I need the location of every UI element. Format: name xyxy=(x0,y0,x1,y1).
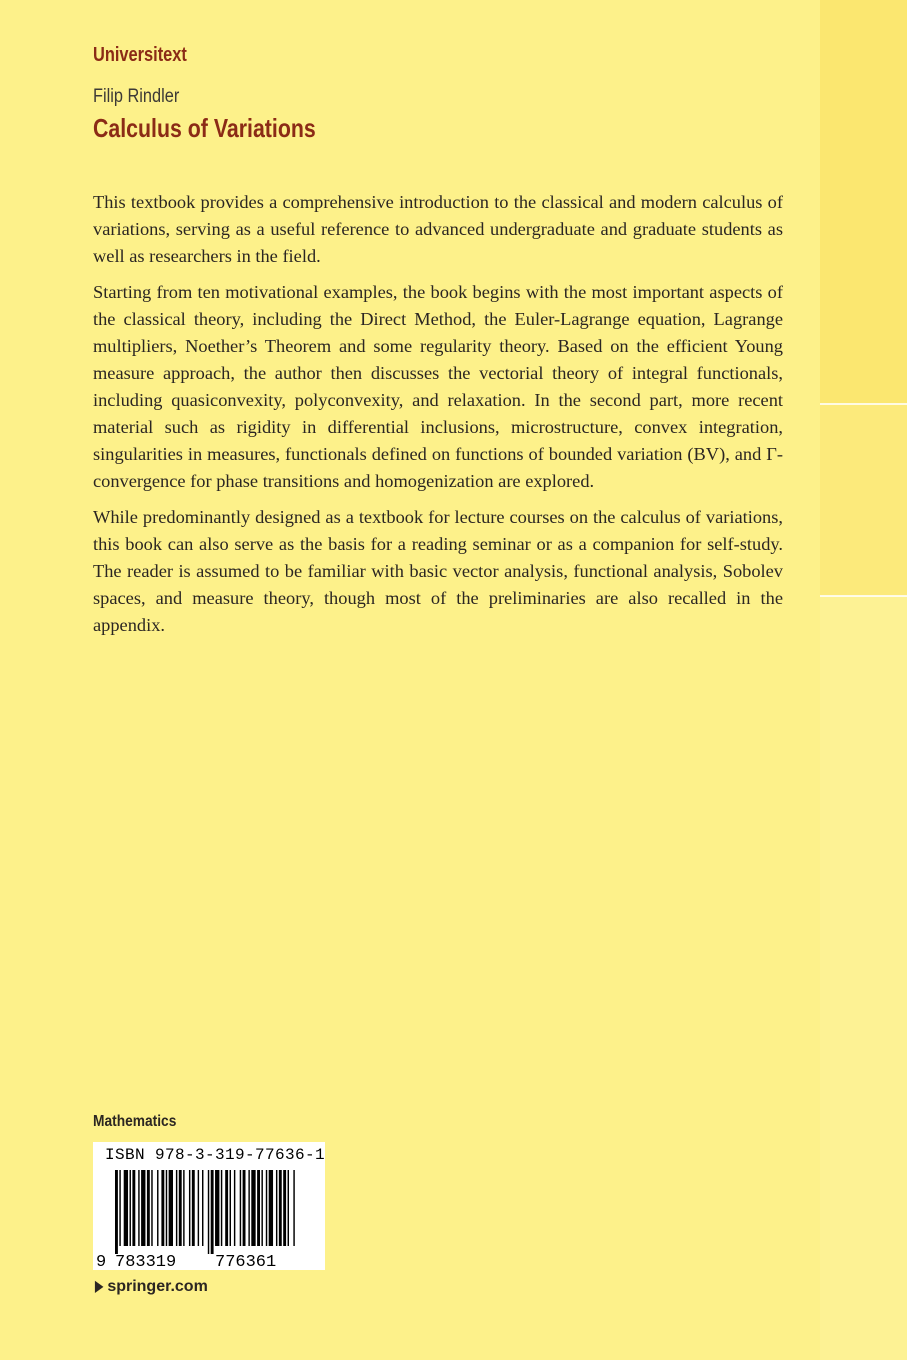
barcode-bar xyxy=(147,1170,150,1246)
book-title: Calculus of Variations xyxy=(93,113,316,143)
side-band-middle xyxy=(820,404,907,596)
barcode-digits-left: 783319 xyxy=(115,1253,177,1270)
barcode-bar xyxy=(130,1170,131,1246)
description-paragraph: Starting from ten motivational examples, the book begins with the most important aspects of the classical theory, including the Direct Method, the Euler-Lagrange equation, Lagrange multipliers, Noether’s Theorem and some regularity theory. Based on the efficient Young measure approach, the author then discusses the vectorial theory of integral functionals, including quasiconvexity, polyconvexity, and relaxation. In the second part, more recent material such as rigidity in differential inclusions, microstructure, convex integration, singularities in measures, functionals defined on functions of bounded variation (BV), and Γ-convergence for phase transitions and homogenization are explored. xyxy=(93,282,783,491)
publisher-link[interactable] xyxy=(93,1276,208,1296)
barcode-bar xyxy=(261,1170,262,1246)
barcode-bar xyxy=(293,1170,294,1246)
side-band-top xyxy=(820,0,907,404)
barcode-bar xyxy=(151,1170,152,1246)
barcode-bar xyxy=(230,1170,231,1246)
barcode-bar xyxy=(169,1170,173,1246)
barcode-bar xyxy=(225,1170,228,1246)
barcode-bar xyxy=(221,1170,222,1246)
series-name: Universitext xyxy=(93,44,187,66)
barcode-image xyxy=(93,1142,325,1270)
barcode-bar xyxy=(198,1170,199,1246)
isbn-barcode xyxy=(93,1142,325,1270)
barcode-bar xyxy=(138,1170,139,1246)
barcode-bar xyxy=(248,1170,249,1246)
barcode-bar xyxy=(208,1170,209,1254)
side-band-bottom xyxy=(820,596,907,1360)
barcode-bar xyxy=(141,1170,145,1246)
barcode-bar xyxy=(211,1170,214,1254)
barcode-bar xyxy=(257,1170,260,1246)
barcode-digits-right: 776361 xyxy=(215,1253,277,1270)
barcode-bar xyxy=(276,1170,277,1246)
barcode-bar xyxy=(283,1170,286,1246)
barcode-bar xyxy=(119,1170,120,1246)
barcode-bar xyxy=(161,1170,164,1246)
barcode-bar xyxy=(124,1170,128,1246)
isbn-label: ISBN 978-3-319-77636-1 xyxy=(105,1146,326,1164)
book-description xyxy=(93,189,783,648)
barcode-bar xyxy=(240,1170,241,1246)
description-paragraph: This textbook provides a comprehensive introduction to the classical and modern calculus of variations, serving as a useful reference to advanced undergraduate and graduate students as well as researchers in the field. xyxy=(93,192,783,266)
band-divider xyxy=(820,403,907,405)
band-divider xyxy=(820,595,907,597)
barcode-bar xyxy=(183,1170,184,1246)
barcode-bar xyxy=(132,1170,135,1246)
barcode-bar xyxy=(176,1170,177,1246)
barcode-bar xyxy=(288,1170,289,1246)
barcode-bar xyxy=(269,1170,273,1246)
play-arrow-icon: ▶ xyxy=(94,1278,104,1295)
barcode-bar xyxy=(279,1170,282,1246)
barcode-bar xyxy=(234,1170,235,1246)
barcode-bar xyxy=(243,1170,246,1246)
barcode-bar xyxy=(115,1170,118,1254)
barcode-bar xyxy=(189,1170,190,1246)
barcode-bar xyxy=(202,1170,203,1246)
side-color-strip xyxy=(820,0,907,1360)
author-name: Filip Rindler xyxy=(93,86,180,107)
publisher-url: springer.com xyxy=(107,1278,208,1295)
barcode-bar xyxy=(215,1170,219,1246)
description-paragraph: While predominantly designed as a textbook for lecture courses on the calculus of variations, this book can also serve as the basis for a reading seminar or as a companion for self-study. The reader is assumed to be familiar with basic vector analysis, functional analysis, Sobolev spaces, and measure theory, though most of the preliminaries are also recalled in the appendix. xyxy=(93,507,783,635)
barcode-bar xyxy=(266,1170,267,1246)
barcode-digit-lead: 9 xyxy=(96,1253,107,1270)
barcode-bar xyxy=(251,1170,255,1246)
barcode-bar xyxy=(179,1170,182,1246)
barcode-bar xyxy=(157,1170,158,1246)
barcode-bar xyxy=(192,1170,195,1246)
barcode-bars xyxy=(115,1170,295,1254)
barcode-bar xyxy=(166,1170,167,1246)
subject-category: Mathematics xyxy=(93,1113,177,1130)
